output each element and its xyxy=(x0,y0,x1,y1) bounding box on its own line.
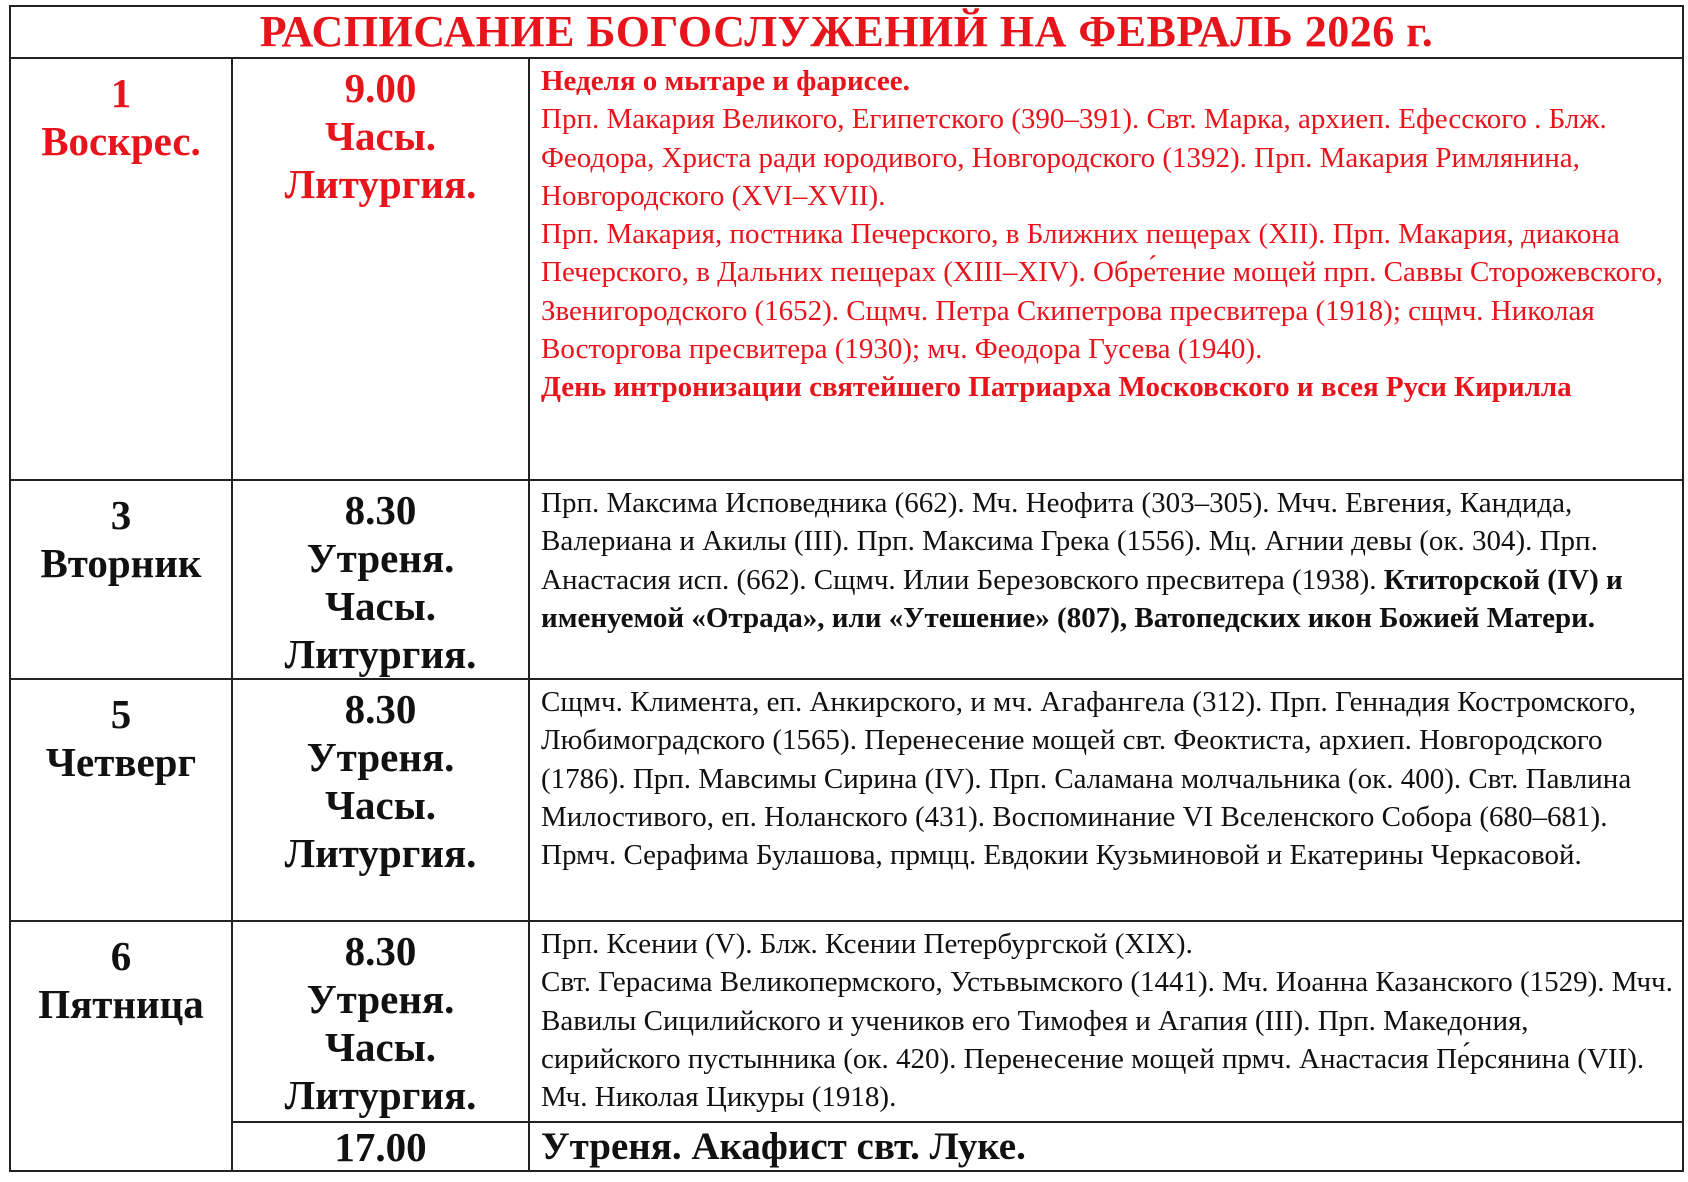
feast-heading: Неделя о мытаре и фарисее. xyxy=(541,65,910,97)
table-row xyxy=(10,58,1683,480)
time-cell xyxy=(232,679,529,921)
evening-time: 17.00 xyxy=(232,1122,529,1171)
feast-footer: День интронизации святейшего Патриарха Московского и всея Руси Кирилла xyxy=(541,371,1572,404)
service-item: Часы. xyxy=(324,1024,437,1070)
day-cell xyxy=(10,480,232,679)
service-item: Литургия. xyxy=(284,631,477,677)
service-item: Утреня. xyxy=(306,734,455,780)
service-time: 8.30 xyxy=(344,487,417,533)
icon-feast-text: Ктиторской (IV) и именуемой «Отрада», или «Утешение» (807), Ватопедских икон Божией Матери. xyxy=(541,563,1623,634)
day-name: Воскрес. xyxy=(41,118,201,164)
service-item: Литургия. xyxy=(284,161,477,207)
saints-text: Сщмч. Климента, еп. Анкирского, и мч. Агафангела (312). Прп. Геннадия Костромского, Любимоградского (1565). Перенесение мощей свт. Феоктиста, архиеп. Новгородского (1786). Прп. Мавсимы Сирина (IV). Прп. Саламана молчальника (ок. 400). Свт. Павлина Милостивого, еп. Ноланского (431). Воспоминание VI Вселенского Собора (680–681). Прмч. Серафима Булашова, прмцц. Евдокии Кузьминовой и Екатерины Черкасовой. xyxy=(541,686,1636,872)
table-row xyxy=(10,921,1683,1122)
day-name: Четверг xyxy=(45,739,197,785)
table-row xyxy=(10,679,1683,921)
saints-description xyxy=(529,58,1683,480)
saints-text: Прп. Ксении (V). Блж. Ксении Петербургской (XIX). xyxy=(541,928,1193,960)
service-item: Литургия. xyxy=(284,1072,477,1118)
service-item: Литургия. xyxy=(284,830,477,876)
saints-description xyxy=(529,921,1683,1122)
day-cell xyxy=(10,58,232,480)
service-time: 8.30 xyxy=(344,928,417,974)
evening-service: Утреня. Акафист свт. Луке. xyxy=(529,1122,1683,1171)
service-time: 9.00 xyxy=(344,65,417,111)
saints-description xyxy=(529,480,1683,679)
saints-text: Прп. Макария, постника Печерского, в Ближних пещерах (XII). Прп. Макария, диакона Печерского, в Дальних пещерах (XIII–XIV). Обре́тение мощей прп. Саввы Сторожевского, Звенигородского (1652). Сщмч. Петра Скипетрова пресвитера (1918); сщмч. Николая Восторгова пресвитера (1930); мч. Феодора Гусева (1940). xyxy=(541,218,1663,366)
saints-text: Свт. Герасима Великопермского, Устьвымского (1441). Мч. Иоанна Казанского (1529). Мчч. Вавилы Сицилийского и учеников его Тимофея и Агапия (III). Прп. Македония, сирийского пустынника (ок. 420). Перенесение мощей прмч. Анастасия Пе́рсянина (VII). Мч. Николая Цикуры (1918). xyxy=(541,966,1673,1114)
service-item: Часы. xyxy=(324,782,437,828)
time-cell xyxy=(232,58,529,480)
day-cell xyxy=(10,679,232,921)
day-number: 3 xyxy=(110,492,132,538)
time-cell xyxy=(232,480,529,679)
day-number: 1 xyxy=(110,70,132,116)
service-item: Часы. xyxy=(324,583,437,629)
saints-text: Прп. Максима Исповедника (662). Мч. Неофита (303–305). Мчч. Евгения, Кандида, Валериана и Акилы (III). Прп. Максима Грека (1556). Мц. Агнии девы (ок. 304). Прп. Анастасия исп. (662). Сщмч. Илии Березовского пресвитера (1938). xyxy=(541,487,1598,596)
table-row xyxy=(10,1122,1683,1171)
day-name: Вторник xyxy=(40,540,202,586)
day-number: 5 xyxy=(110,691,132,737)
day-name: Пятница xyxy=(38,981,204,1027)
table-row xyxy=(10,480,1683,679)
day-cell xyxy=(10,921,232,1171)
time-cell xyxy=(232,921,529,1122)
saints-description xyxy=(529,679,1683,921)
service-time: 8.30 xyxy=(344,686,417,732)
saints-text: Прп. Макария Великого, Египетского (390–391). Свт. Марка, архиеп. Ефесского . Блж. Феодора, Христа ради юродивого, Новгородского (1392). Прп. Макария Римлянина, Новгородского (XVI–XVII). xyxy=(541,103,1607,212)
service-item: Утреня. xyxy=(306,535,455,581)
page-title: РАСПИСАНИЕ БОГОСЛУЖЕНИЙ НА ФЕВРАЛЬ 2026 г. xyxy=(10,6,1683,58)
title-row xyxy=(10,6,1683,58)
service-item: Часы. xyxy=(324,113,437,159)
schedule-table xyxy=(9,5,1684,1172)
service-item: Утреня. xyxy=(306,976,455,1022)
day-number: 6 xyxy=(110,933,132,979)
